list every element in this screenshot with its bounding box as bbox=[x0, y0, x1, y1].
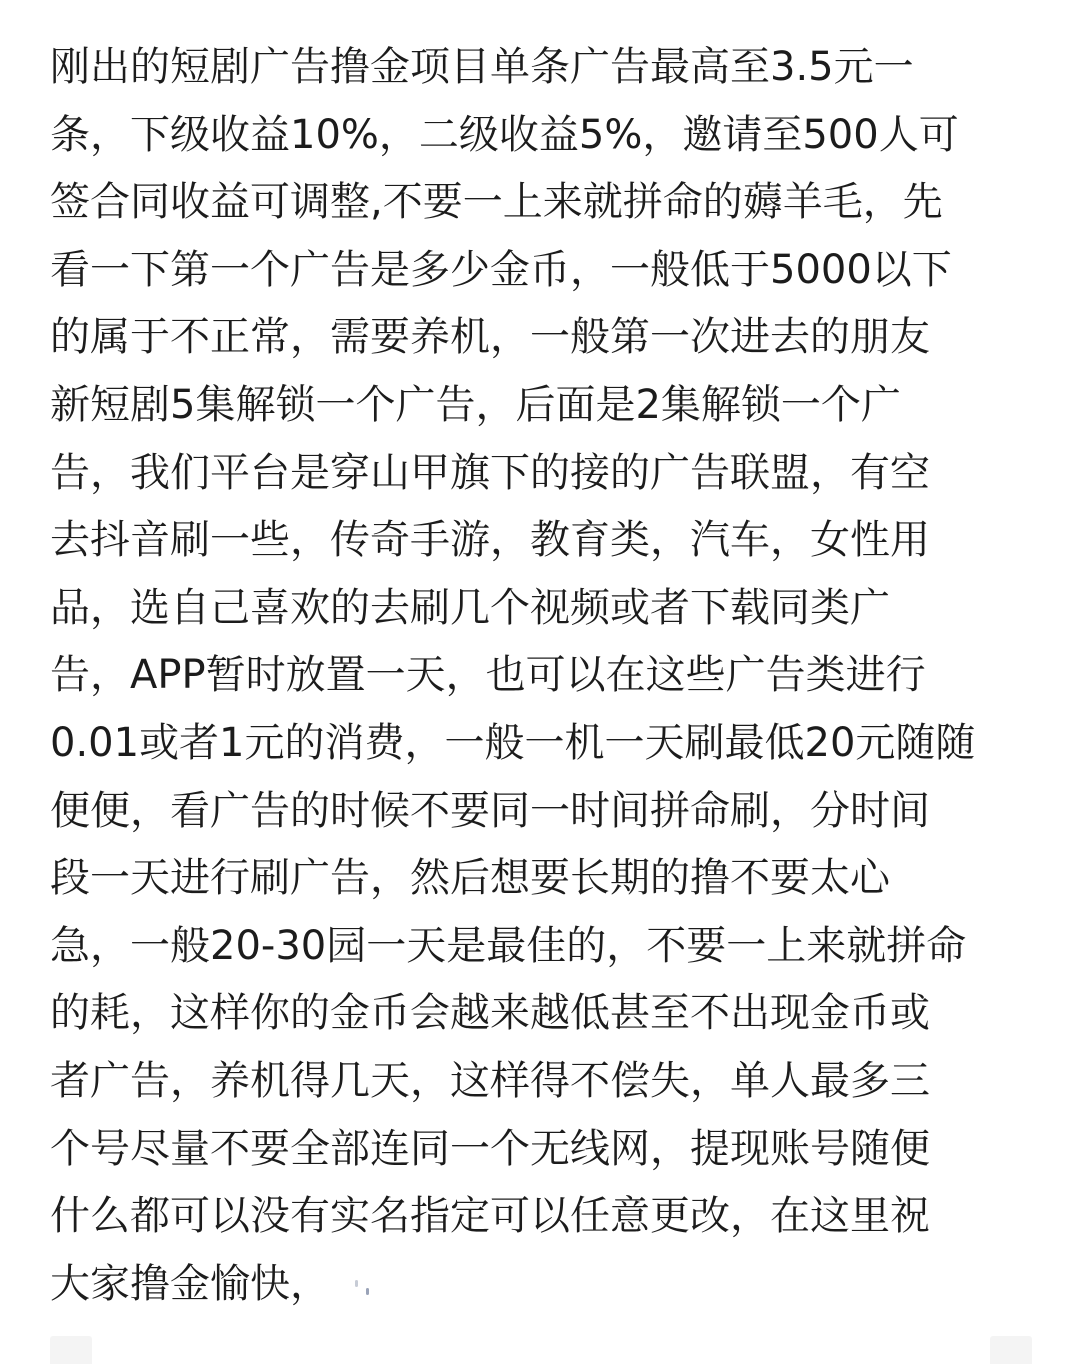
post-text-line: 新短剧5集解锁一个广告，后面是2集解锁一个广 bbox=[50, 381, 901, 428]
post-text-line: 大家撸金愉快， bbox=[50, 1260, 330, 1307]
post-text-line: 告，我们平台是穿山甲旗下的接的广告联盟，有空 bbox=[50, 449, 930, 496]
image-thumbnail-left[interactable] bbox=[50, 1336, 92, 1364]
trailing-emoji-icon bbox=[352, 1274, 376, 1298]
post-text-line: 段一天进行刷广告，然后想要长期的撸不要太心 bbox=[50, 855, 890, 902]
post-text-line: 刚出的短剧广告撸金项目单条广告最高至3.5元一 bbox=[50, 44, 914, 90]
post-text-line: 0.01或者1元的消费，一般一机一天刷最低20元随随 bbox=[50, 719, 976, 766]
post-text-line: 个号尽量不要全部连同一个无线网，提现账号随便 bbox=[50, 1125, 930, 1172]
post-text-line: 看一下第一个广告是多少金币，一般低于5000以下 bbox=[50, 246, 952, 293]
post-text-line: 告，APP暂时放置一天，也可以在这些广告类进行 bbox=[50, 652, 926, 699]
post-text-line: 便便，看广告的时候不要同一时间拼命刷，分时间 bbox=[50, 787, 930, 834]
post-text-line: 者广告，养机得几天，这样得不偿失，单人最多三 bbox=[50, 1057, 930, 1104]
post-text-line: 的属于不正常，需要养机，一般第一次进去的朋友 bbox=[50, 314, 930, 361]
post-text-line: 什么都可以没有实名指定可以任意更改，在这里祝 bbox=[50, 1193, 930, 1240]
post-text-line: 急，一般20-30园一天是最佳的，不要一上来就拼命 bbox=[50, 922, 967, 969]
post-text-line: 条，下级收益10%，二级收益5%，邀请至500人可 bbox=[50, 111, 959, 158]
post-text-line: 品，选自己喜欢的去刷几个视频或者下载同类广 bbox=[50, 584, 890, 631]
post-text-line: 的耗，这样你的金币会越来越低甚至不出现金币或 bbox=[50, 990, 930, 1037]
image-thumbnail-right[interactable] bbox=[990, 1336, 1032, 1364]
post-text-line: 签合同收益可调整,不要一上来就拼命的薅羊毛，先 bbox=[50, 179, 943, 226]
post-text-last-line bbox=[50, 1251, 1040, 1319]
post-body bbox=[50, 34, 1040, 1318]
post-text-line: 去抖音刷一些，传奇手游，教育类，汽车，女性用 bbox=[50, 517, 930, 564]
